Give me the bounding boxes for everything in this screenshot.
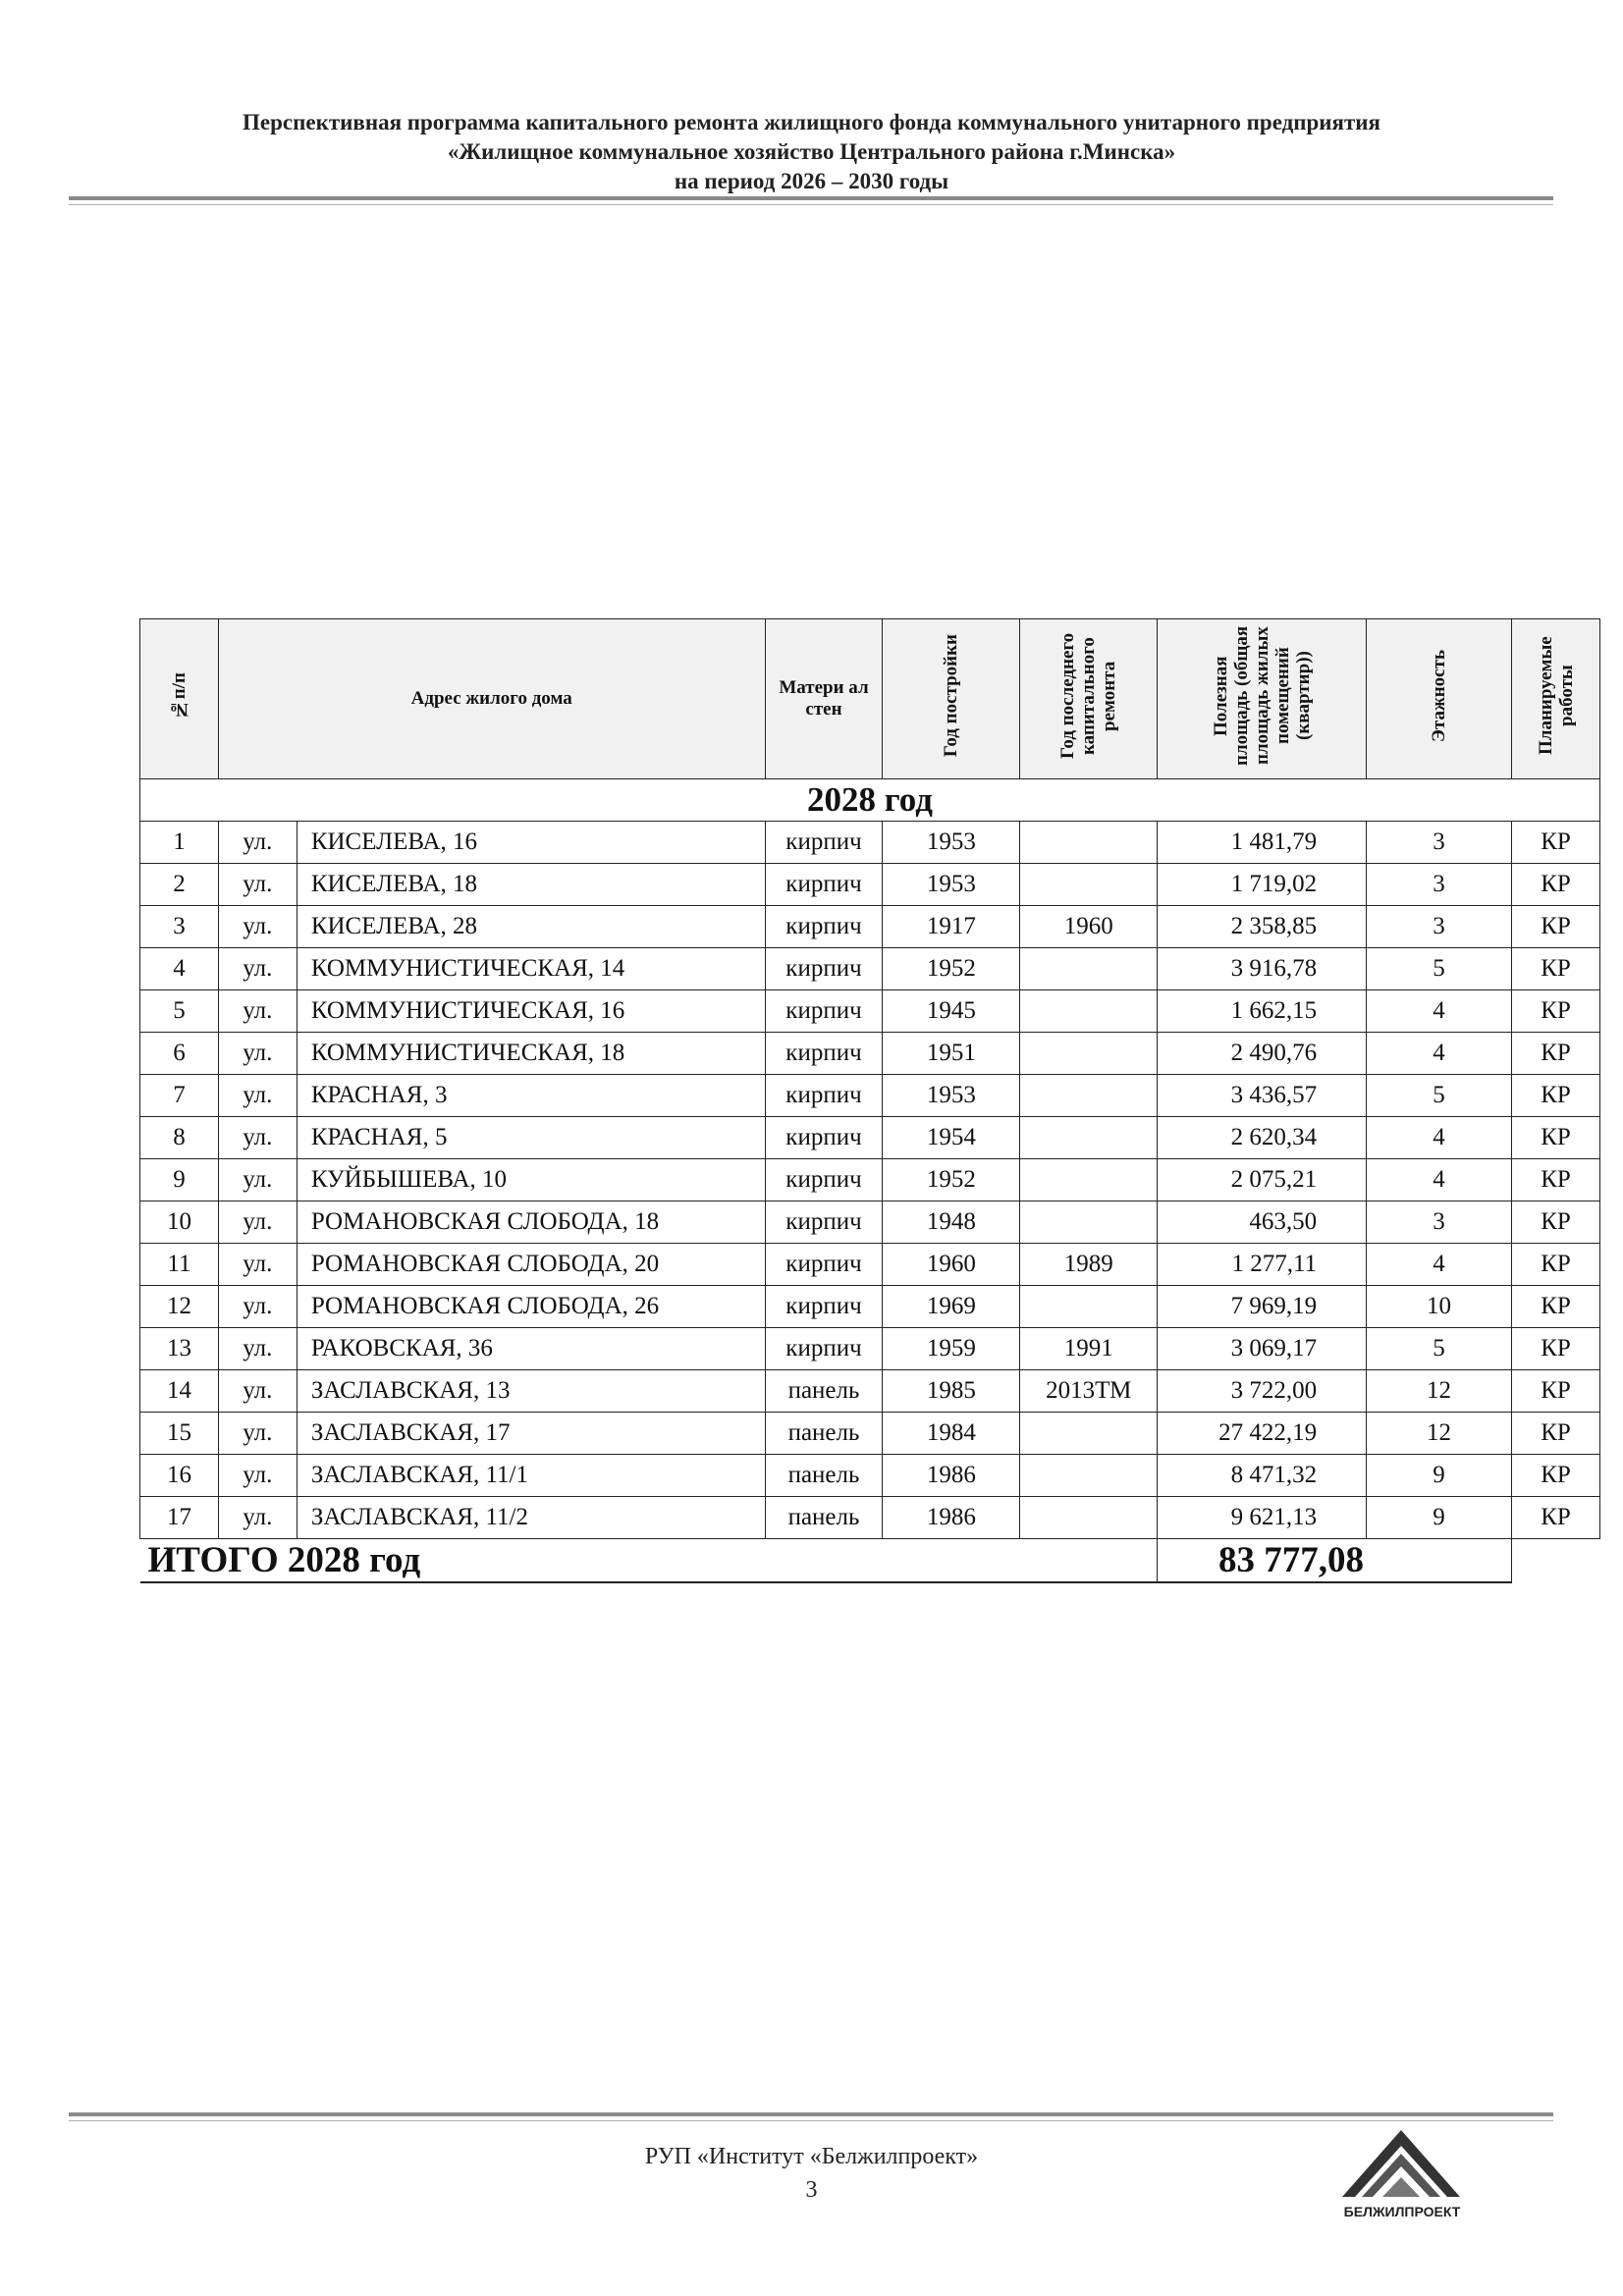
cell-planned-works: КР xyxy=(1512,1497,1600,1539)
cell-street-type: ул. xyxy=(218,1455,297,1497)
cell-street-type: ул. xyxy=(218,1159,297,1201)
cell-address: ЗАСЛАВСКАЯ, 13 xyxy=(297,1370,765,1413)
cell-street-type: ул. xyxy=(218,1201,297,1244)
cell-planned-works: КР xyxy=(1512,822,1600,864)
cell-useful-area: 1 719,02 xyxy=(1158,864,1367,906)
cell-street-type: ул. xyxy=(218,1286,297,1328)
cell-wall-material: кирпич xyxy=(765,906,883,948)
cell-last-repair-year xyxy=(1020,1159,1158,1201)
cell-row-number: 7 xyxy=(140,1075,219,1117)
cell-address: КРАСНАЯ, 5 xyxy=(297,1117,765,1159)
table-row xyxy=(140,1201,1600,1244)
col-header-year-built: Год постройки xyxy=(883,619,1020,779)
cell-year-built: 1985 xyxy=(883,1370,1020,1413)
cell-row-number: 13 xyxy=(140,1328,219,1370)
cell-floors: 12 xyxy=(1367,1370,1512,1413)
cell-planned-works: КР xyxy=(1512,906,1600,948)
cell-wall-material: кирпич xyxy=(765,1117,883,1159)
cell-useful-area: 3 436,57 xyxy=(1158,1075,1367,1117)
table-header-row xyxy=(140,619,1600,779)
cell-address: РОМАНОВСКАЯ СЛОБОДА, 26 xyxy=(297,1286,765,1328)
col-header-works: Планируемые работы xyxy=(1512,619,1600,779)
cell-row-number: 1 xyxy=(140,822,219,864)
cell-planned-works: КР xyxy=(1512,1328,1600,1370)
cell-street-type: ул. xyxy=(218,1328,297,1370)
cell-street-type: ул. xyxy=(218,1117,297,1159)
cell-planned-works: КР xyxy=(1512,1244,1600,1286)
table-row xyxy=(140,1117,1600,1159)
cell-wall-material: кирпич xyxy=(765,1328,883,1370)
footer-org: РУП «Институт «Белжилпроект» xyxy=(644,2144,979,2169)
cell-row-number: 2 xyxy=(140,864,219,906)
cell-address: РОМАНОВСКАЯ СЛОБОДА, 20 xyxy=(297,1244,765,1286)
title-line-2: «Жилищное коммунальное хозяйство Центрального района г.Минска» xyxy=(447,139,1176,164)
cell-wall-material: кирпич xyxy=(765,1075,883,1117)
cell-floors: 3 xyxy=(1367,906,1512,948)
cell-floors: 3 xyxy=(1367,1201,1512,1244)
cell-wall-material: кирпич xyxy=(765,822,883,864)
document-title xyxy=(98,108,1525,196)
cell-useful-area: 2 358,85 xyxy=(1158,906,1367,948)
cell-useful-area: 1 277,11 xyxy=(1158,1244,1367,1286)
cell-row-number: 3 xyxy=(140,906,219,948)
cell-last-repair-year: 1989 xyxy=(1020,1244,1158,1286)
table-row xyxy=(140,1455,1600,1497)
cell-address: РОМАНОВСКАЯ СЛОБОДА, 18 xyxy=(297,1201,765,1244)
cell-row-number: 9 xyxy=(140,1159,219,1201)
cell-last-repair-year xyxy=(1020,1455,1158,1497)
cell-floors: 9 xyxy=(1367,1455,1512,1497)
title-line-3: на период 2026 – 2030 годы xyxy=(674,169,949,193)
cell-useful-area: 2 490,76 xyxy=(1158,1033,1367,1075)
year-label: 2028 год xyxy=(140,779,1600,822)
table-row xyxy=(140,1075,1600,1117)
cell-row-number: 17 xyxy=(140,1497,219,1539)
repair-program-table xyxy=(139,618,1600,1583)
table-row xyxy=(140,1159,1600,1201)
cell-last-repair-year xyxy=(1020,1497,1158,1539)
cell-floors: 5 xyxy=(1367,948,1512,990)
table-row xyxy=(140,906,1600,948)
cell-planned-works: КР xyxy=(1512,864,1600,906)
cell-last-repair-year xyxy=(1020,1075,1158,1117)
cell-planned-works: КР xyxy=(1512,1413,1600,1455)
cell-street-type: ул. xyxy=(218,822,297,864)
table-row xyxy=(140,948,1600,990)
cell-planned-works: КР xyxy=(1512,1455,1600,1497)
table-row xyxy=(140,1328,1600,1370)
header-divider-thin xyxy=(69,204,1553,205)
cell-planned-works: КР xyxy=(1512,1117,1600,1159)
cell-street-type: ул. xyxy=(218,1033,297,1075)
cell-floors: 10 xyxy=(1367,1286,1512,1328)
cell-row-number: 4 xyxy=(140,948,219,990)
cell-year-built: 1986 xyxy=(883,1497,1020,1539)
cell-street-type: ул. xyxy=(218,1244,297,1286)
cell-address: КИСЕЛЕВА, 16 xyxy=(297,822,765,864)
cell-street-type: ул. xyxy=(218,906,297,948)
cell-year-built: 1969 xyxy=(883,1286,1020,1328)
cell-wall-material: кирпич xyxy=(765,864,883,906)
cell-last-repair-year: 1991 xyxy=(1020,1328,1158,1370)
cell-address: ЗАСЛАВСКАЯ, 11/2 xyxy=(297,1497,765,1539)
cell-year-built: 1959 xyxy=(883,1328,1020,1370)
cell-last-repair-year xyxy=(1020,1286,1158,1328)
cell-useful-area: 1 481,79 xyxy=(1158,822,1367,864)
cell-last-repair-year xyxy=(1020,1117,1158,1159)
col-header-floors: Этажность xyxy=(1367,619,1512,779)
cell-street-type: ул. xyxy=(218,1497,297,1539)
cell-row-number: 5 xyxy=(140,990,219,1033)
cell-floors: 4 xyxy=(1367,1244,1512,1286)
cell-last-repair-year xyxy=(1020,822,1158,864)
cell-address: КУЙБЫШЕВА, 10 xyxy=(297,1159,765,1201)
cell-row-number: 14 xyxy=(140,1370,219,1413)
cell-wall-material: кирпич xyxy=(765,1286,883,1328)
total-row xyxy=(140,1539,1600,1583)
cell-floors: 5 xyxy=(1367,1328,1512,1370)
cell-row-number: 15 xyxy=(140,1413,219,1455)
table-row xyxy=(140,1033,1600,1075)
header-divider xyxy=(69,196,1553,200)
page-footer xyxy=(491,2140,1132,2207)
cell-address: КИСЕЛЕВА, 28 xyxy=(297,906,765,948)
col-header-area: Полезная площадь (общая площадь жилых помещений (квартир)) xyxy=(1158,619,1367,779)
cell-row-number: 16 xyxy=(140,1455,219,1497)
cell-street-type: ул. xyxy=(218,948,297,990)
cell-street-type: ул. xyxy=(218,1370,297,1413)
cell-address: КОММУНИСТИЧЕСКАЯ, 18 xyxy=(297,1033,765,1075)
cell-floors: 12 xyxy=(1367,1413,1512,1455)
table-row xyxy=(140,1286,1600,1328)
logo-text: БЕЛЖИЛПРОЕКТ xyxy=(1343,2204,1461,2219)
cell-wall-material: панель xyxy=(765,1497,883,1539)
cell-floors: 4 xyxy=(1367,1117,1512,1159)
table-row xyxy=(140,822,1600,864)
belzhilproekt-logo-icon xyxy=(1327,2110,1475,2204)
cell-last-repair-year xyxy=(1020,990,1158,1033)
total-blank xyxy=(1512,1539,1600,1583)
cell-year-built: 1986 xyxy=(883,1455,1020,1497)
table-row xyxy=(140,1413,1600,1455)
col-header-last-repair: Год последнего капитального ремонта xyxy=(1020,619,1158,779)
cell-wall-material: панель xyxy=(765,1455,883,1497)
cell-planned-works: КР xyxy=(1512,990,1600,1033)
cell-row-number: 8 xyxy=(140,1117,219,1159)
cell-last-repair-year: 2013ТМ xyxy=(1020,1370,1158,1413)
cell-useful-area: 2 620,34 xyxy=(1158,1117,1367,1159)
cell-address: КОММУНИСТИЧЕСКАЯ, 16 xyxy=(297,990,765,1033)
cell-useful-area: 7 969,19 xyxy=(1158,1286,1367,1328)
cell-last-repair-year xyxy=(1020,864,1158,906)
cell-useful-area: 3 916,78 xyxy=(1158,948,1367,990)
cell-year-built: 1960 xyxy=(883,1244,1020,1286)
cell-street-type: ул. xyxy=(218,990,297,1033)
cell-useful-area: 463,50 xyxy=(1158,1201,1367,1244)
cell-year-built: 1984 xyxy=(883,1413,1020,1455)
title-line-1: Перспективная программа капитального ремонта жилищного фонда коммунального унитарного предприятия xyxy=(243,110,1380,134)
cell-year-built: 1945 xyxy=(883,990,1020,1033)
cell-street-type: ул. xyxy=(218,1413,297,1455)
cell-floors: 3 xyxy=(1367,822,1512,864)
cell-year-built: 1952 xyxy=(883,948,1020,990)
cell-planned-works: КР xyxy=(1512,1370,1600,1413)
cell-year-built: 1953 xyxy=(883,822,1020,864)
cell-useful-area: 8 471,32 xyxy=(1158,1455,1367,1497)
cell-row-number: 12 xyxy=(140,1286,219,1328)
cell-useful-area: 2 075,21 xyxy=(1158,1159,1367,1201)
cell-year-built: 1948 xyxy=(883,1201,1020,1244)
cell-planned-works: КР xyxy=(1512,1075,1600,1117)
cell-last-repair-year xyxy=(1020,948,1158,990)
cell-street-type: ул. xyxy=(218,1075,297,1117)
cell-floors: 9 xyxy=(1367,1497,1512,1539)
cell-year-built: 1953 xyxy=(883,864,1020,906)
cell-address: КРАСНАЯ, 3 xyxy=(297,1075,765,1117)
cell-year-built: 1951 xyxy=(883,1033,1020,1075)
cell-row-number: 11 xyxy=(140,1244,219,1286)
cell-useful-area: 3 069,17 xyxy=(1158,1328,1367,1370)
cell-year-built: 1954 xyxy=(883,1117,1020,1159)
cell-year-built: 1953 xyxy=(883,1075,1020,1117)
cell-wall-material: кирпич xyxy=(765,948,883,990)
cell-planned-works: КР xyxy=(1512,948,1600,990)
cell-wall-material: панель xyxy=(765,1413,883,1455)
cell-wall-material: кирпич xyxy=(765,1244,883,1286)
cell-year-built: 1952 xyxy=(883,1159,1020,1201)
table-row xyxy=(140,990,1600,1033)
total-label: ИТОГО 2028 год xyxy=(140,1539,1158,1583)
cell-row-number: 10 xyxy=(140,1201,219,1244)
cell-useful-area: 27 422,19 xyxy=(1158,1413,1367,1455)
cell-address: ЗАСЛАВСКАЯ, 17 xyxy=(297,1413,765,1455)
cell-address: КИСЕЛЕВА, 18 xyxy=(297,864,765,906)
cell-last-repair-year xyxy=(1020,1033,1158,1075)
cell-address: КОММУНИСТИЧЕСКАЯ, 14 xyxy=(297,948,765,990)
cell-floors: 3 xyxy=(1367,864,1512,906)
cell-planned-works: КР xyxy=(1512,1201,1600,1244)
cell-floors: 4 xyxy=(1367,990,1512,1033)
cell-planned-works: КР xyxy=(1512,1286,1600,1328)
total-value: 83 777,08 xyxy=(1158,1539,1512,1583)
cell-planned-works: КР xyxy=(1512,1159,1600,1201)
cell-year-built: 1917 xyxy=(883,906,1020,948)
cell-last-repair-year xyxy=(1020,1201,1158,1244)
cell-last-repair-year: 1960 xyxy=(1020,906,1158,948)
col-header-material: Матери ал стен xyxy=(765,619,883,779)
cell-wall-material: кирпич xyxy=(765,1201,883,1244)
cell-planned-works: КР xyxy=(1512,1033,1600,1075)
cell-floors: 5 xyxy=(1367,1075,1512,1117)
cell-floors: 4 xyxy=(1367,1159,1512,1201)
col-header-num: №п/п xyxy=(140,619,219,779)
cell-useful-area: 3 722,00 xyxy=(1158,1370,1367,1413)
col-header-address: Адрес жилого дома xyxy=(218,619,765,779)
cell-street-type: ул. xyxy=(218,864,297,906)
year-section-row xyxy=(140,779,1600,822)
cell-address: РАКОВСКАЯ, 36 xyxy=(297,1328,765,1370)
cell-row-number: 6 xyxy=(140,1033,219,1075)
cell-last-repair-year xyxy=(1020,1413,1158,1455)
table-row xyxy=(140,1244,1600,1286)
cell-address: ЗАСЛАВСКАЯ, 11/1 xyxy=(297,1455,765,1497)
cell-wall-material: панель xyxy=(765,1370,883,1413)
cell-useful-area: 1 662,15 xyxy=(1158,990,1367,1033)
table-row xyxy=(140,1497,1600,1539)
cell-wall-material: кирпич xyxy=(765,990,883,1033)
table-row xyxy=(140,864,1600,906)
cell-wall-material: кирпич xyxy=(765,1033,883,1075)
cell-floors: 4 xyxy=(1367,1033,1512,1075)
cell-wall-material: кирпич xyxy=(765,1159,883,1201)
page-number: 3 xyxy=(805,2177,818,2203)
table-row xyxy=(140,1370,1600,1413)
cell-useful-area: 9 621,13 xyxy=(1158,1497,1367,1539)
